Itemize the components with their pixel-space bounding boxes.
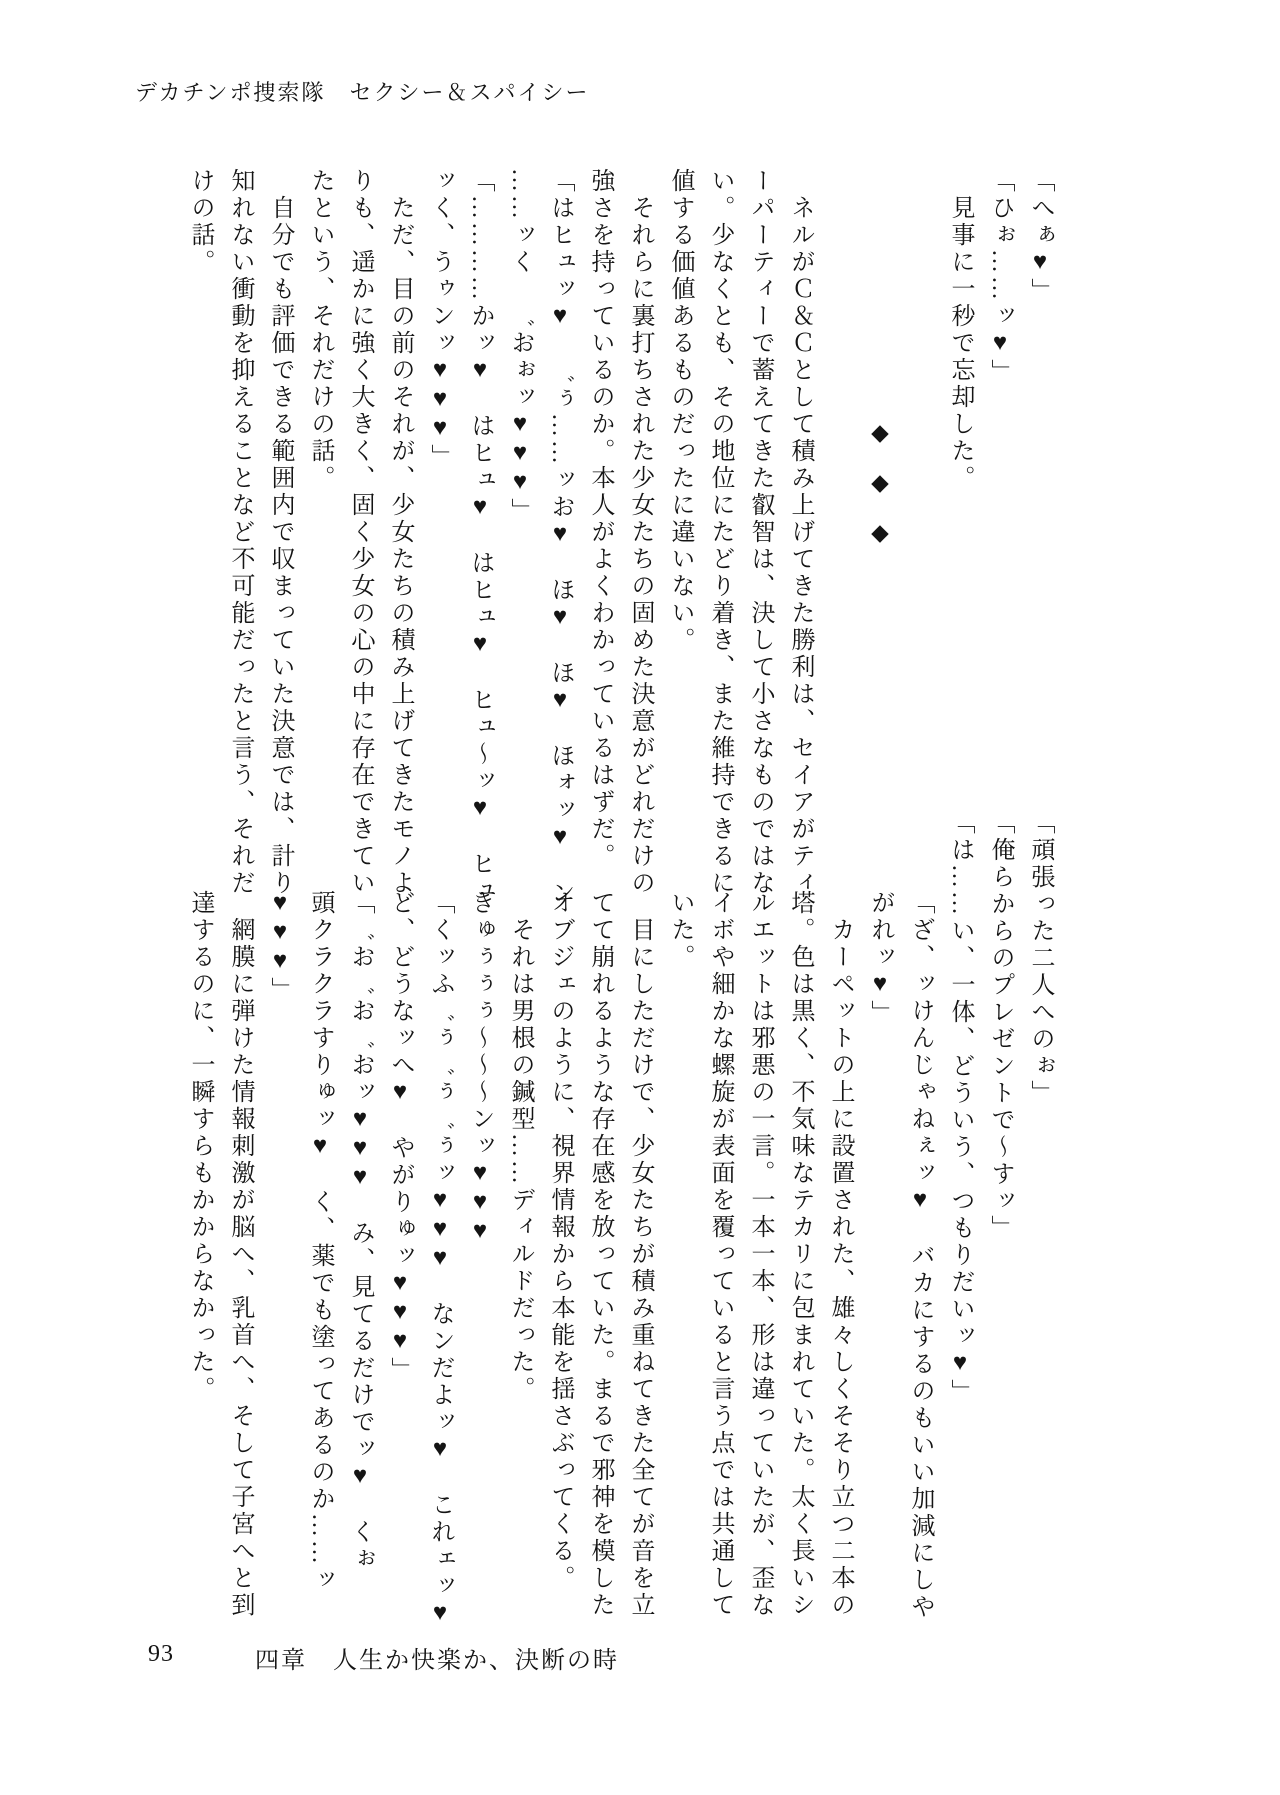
text-column: がれッ♥」: [867, 890, 893, 1027]
text-column: 「…………かッ♥ はヒュ♥ はヒュ♥ ヒュ～ッ♥ ヒュ: [467, 168, 493, 905]
text-column: 強さを持っているのか。本人がよくわかっているはずだ。: [587, 168, 613, 870]
text-column: 「ひぉ……ッ♥」: [987, 168, 1013, 386]
text-column: きゅぅぅぅ～～～ンッ♥♥♥: [467, 890, 493, 1247]
text-column: ッく、うゥンッ♥♥♥」: [427, 168, 453, 471]
text-column: 自分でも評価できる範囲内で収まっていた決意では、計り: [267, 195, 293, 897]
upper-text-block: [160, 168, 1060, 916]
lower-text-block: [160, 810, 1060, 1632]
text-column: いた。: [667, 890, 693, 971]
text-column: 達するのに、一瞬すらもかからなかった。: [187, 890, 213, 1403]
text-column: ルエットは邪悪の一言。一本一本、形は違っていたが、歪な: [747, 890, 773, 1619]
text-column: 頭クラクラすりゅッ♥ く、薬でも塗ってあるのか……ッ: [307, 890, 333, 1594]
text-column: それは男根の鍼型……ディルドだった。: [507, 917, 533, 1403]
text-column: ただ、目の前のそれが、少女たちの積み上げてきたモノよ: [387, 195, 413, 897]
text-column: 値する価値あるものだったに違いない。: [667, 168, 693, 654]
text-column: 網膜に弾けた情報刺激が脳へ、乳首へ、そして子宮へと到: [227, 917, 253, 1619]
text-column: ーパーティーで蓄えてきた叡智は、決して小さなものではな: [747, 168, 773, 897]
text-column: 見事に一秒で忘却した。: [947, 195, 973, 492]
text-column: 「くッふ゛ぅ゛ぅ゛ぅッ♥♥♥ なンだよッ♥ これェッ♥: [427, 890, 453, 1629]
text-column: 「はヒュッ♥ ゛ぅ……ッお♥ ほ♥ ほ♥ ほォッ♥ ン: [547, 168, 573, 907]
text-column: てて崩れるような存在感を放っていた。まるで邪神を模した: [587, 890, 613, 1619]
text-column: それらに裏打ちされた少女たちの固めた決意がどれだけの: [627, 195, 653, 897]
text-column: りも、遥かに強く大きく、固く少女の心の中に存在できてい: [347, 168, 373, 897]
text-column: イボや細かな螺旋が表面を覆っていると言う点では共通して: [707, 890, 733, 1619]
chapter-title: 四章 人生か快楽か、決断の時: [255, 1648, 619, 1674]
text-column: 塔。色は黒く、不気味なテカリに包まれていた。太く長いシ: [787, 890, 813, 1619]
text-column: 「頑張った二人へのぉ」: [1027, 810, 1053, 1107]
text-column: オブジェのように、視界情報から本能を揺さぶってくる。: [547, 890, 573, 1592]
text-column: 「俺らからのプレゼントで～すッ」: [987, 810, 1013, 1242]
text-column: 目にしただけで、少女たちが積み重ねてきた全てが音を立: [627, 917, 653, 1619]
running-head-title: デカチンポ捜索隊 セクシー＆スパイシー: [135, 80, 590, 105]
text-column: ど、どうなッへ♥ やがりゅッ♥♥♥」: [387, 890, 413, 1384]
text-column: 知れない衝動を抑えることなど不可能だったと言う、それだ: [227, 168, 253, 897]
text-column: ネルがＣ＆Ｃとして積み上げてきた勝利は、セイアがティ: [787, 195, 813, 897]
text-column: ……ッく ゛おぉッ♥♥♥」: [507, 168, 533, 525]
text-column: 「へぁ♥」: [1027, 168, 1053, 305]
scene-break-separator: ◆◆◆: [868, 420, 893, 570]
text-column: たという、それだけの話。: [307, 168, 333, 492]
text-column: 「は……い、一体、どういう、つもりだいッ♥」: [947, 810, 973, 1406]
text-column: い。少なくとも、その地位にたどり着き、また維持できるに: [707, 168, 733, 897]
page-number: 93: [148, 1641, 174, 1667]
text-column: けの話。: [187, 168, 213, 276]
text-column: カーペットの上に設置された、雄々しくそそり立つ二本の: [827, 917, 853, 1619]
text-column: ♥♥♥」: [267, 890, 293, 1004]
text-column: 「゛お゛お゛おッ♥♥♥ み、見てるだけでッ♥ くぉ: [347, 890, 373, 1573]
text-column: 「ざ、ッけんじゃねぇッ♥ バカにするのもいい加減にしや: [907, 890, 933, 1621]
